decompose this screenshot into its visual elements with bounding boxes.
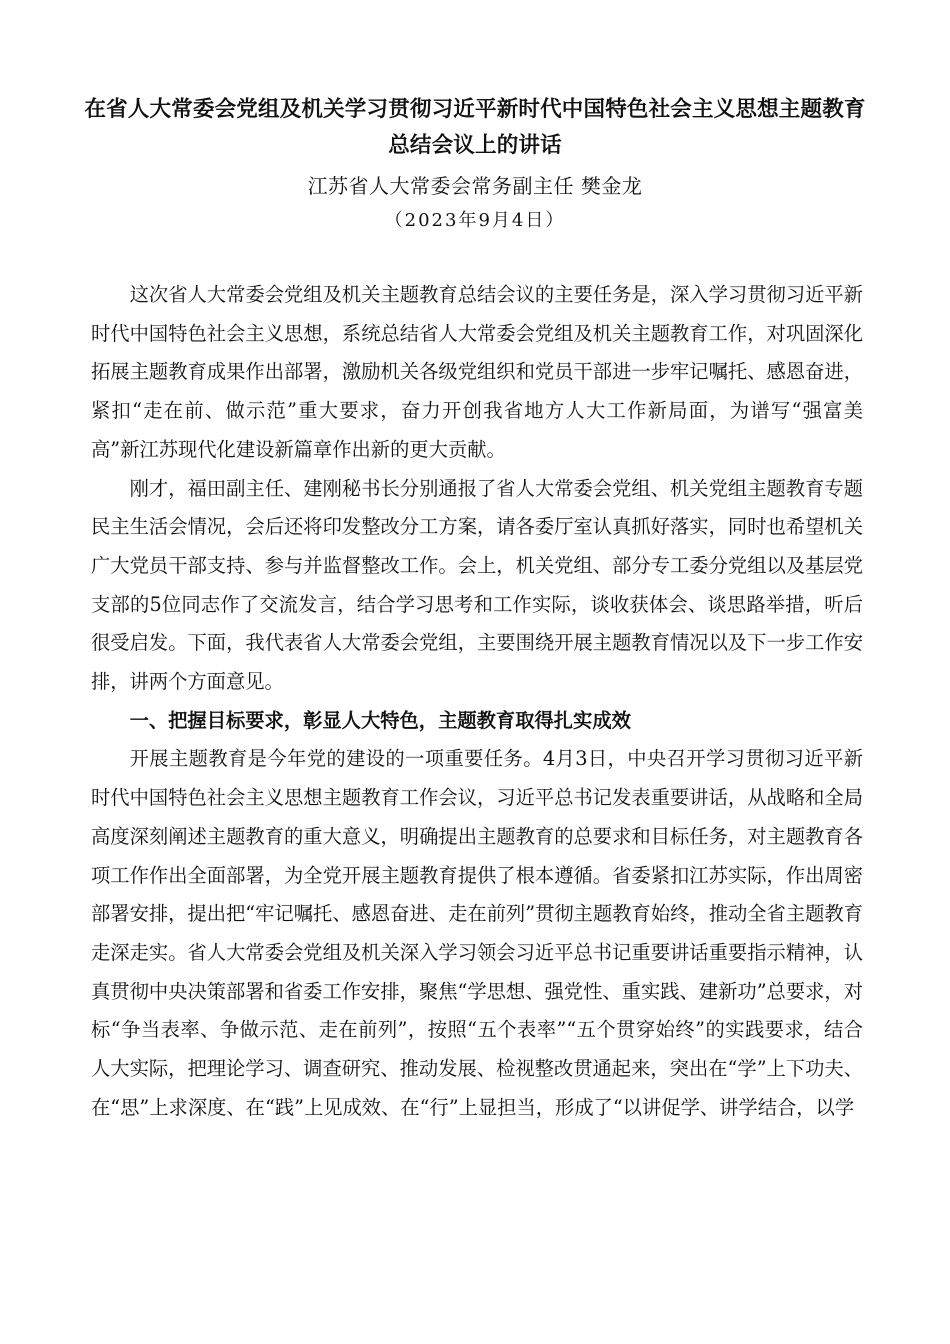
document-title: 在省人大常委会党组及机关学习贯彻习近平新时代中国特色社会主义思想主题教育总结会议上的讲话 [84, 97, 866, 158]
document-author: 江苏省人大常委会常务副主任 樊金龙 [307, 174, 643, 198]
body-paragraph: 刚才，福田副主任、建刚秘书长分别通报了省人大常委会党组、机关党组主题教育专题民主生活会情况，会后还将印发整改分工方案，请各委厅室认真抓好落实，同时也希望机关广大党员干部支持、参与并监督整改工作。会上，机关党组、部分专工委分党组以及基层党支部的5位同志作了交流发言，结合学习思考和工作实际，谈收获体会、谈思路举措，听后很受启发。下面，我代表省人大常委会党组，主要围绕开展主题教育情况以及下一步工作安排，讲两个方面意见。 [91, 476, 863, 694]
body-paragraph: 开展主题教育是今年党的建设的一项重要任务。4月3日，中央召开学习贯彻习近平新时代中国特色社会主义思想主题教育工作会议，习近平总书记发表重要讲话，从战略和全局高度深刻阐述主题教育的重大意义，明确提出主题教育的总要求和目标任务，对主题教育各项工作作出全面部署，为全党开展主题教育提供了根本遵循。省委紧扣江苏实际，作出周密部署安排，提出把“牢记嘱托、感恩奋进、走在前列”贯彻主题教育始终，推动全省主题教育走深走实。省人大常委会党组及机关深入学习领会习近平总书记重要讲话重要指示精神，认真贯彻中央决策部署和省委工作安排，聚焦“学思想、强党性、重实践、建新功”总要求，对标“争当表率、争做示范、走在前列”，按照“五个表率”“五个贯穿始终”的实践要求，结合人大实际，把理论学习、调查研究、推动发展、检视整改贯通起来，突出在“学”上下功夫、在“思”上求深度、在“践”上见成效、在“行”上显担当，形成了“以讲促学、讲学结合，以学 [91, 747, 863, 1119]
section-heading: 一、把握目标要求，彰显人大特色，主题教育取得扎实成效 [129, 708, 631, 732]
document-date: （2023年9月4日） [384, 210, 566, 231]
document-body [91, 276, 863, 1127]
body-paragraph: 这次省人大常委会党组及机关主题教育总结会议的主要任务是，深入学习贯彻习近平新时代中国特色社会主义思想，系统总结省人大常委会党组及机关主题教育工作，对巩固深化拓展主题教育成果作出部署，激励机关各级党组织和党员干部进一步牢记嘱托、感恩奋进，紧扣“走在前、做示范”重大要求，奋力开创我省地方人大工作新局面，为谱写“强富美高”新江苏现代化建设新篇章作出新的更大贡献。 [91, 283, 863, 461]
